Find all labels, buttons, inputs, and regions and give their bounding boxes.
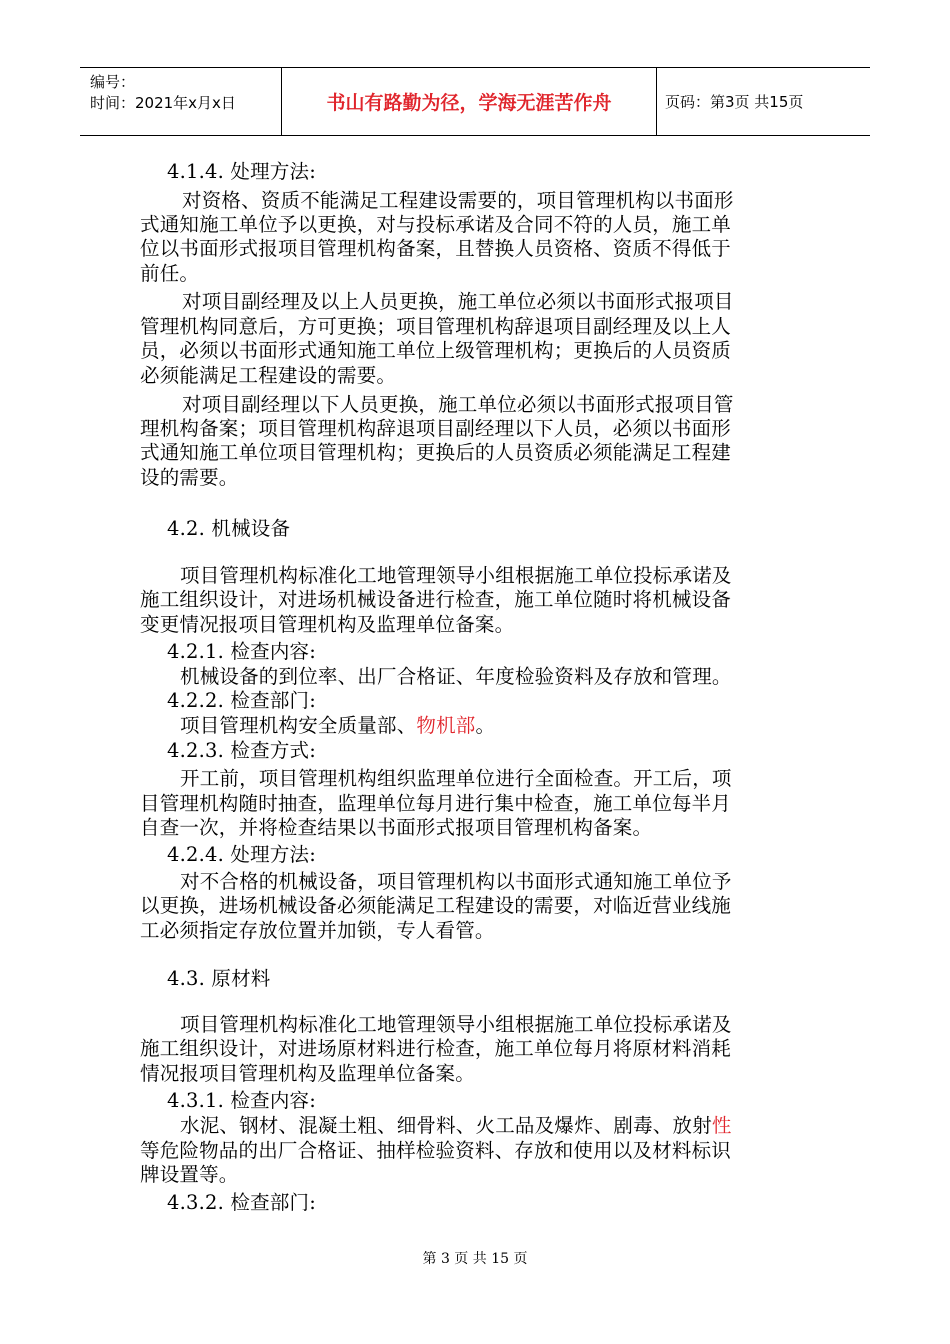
header-page-info: 页码：第3页 共15页: [665, 93, 804, 111]
section-heading: 4.2.2. 检查部门:: [167, 689, 316, 712]
paragraph-line: 设的需要。: [140, 466, 239, 489]
paragraph-line: 目管理机构随时抽查，监理单位每月进行集中检查，施工单位每半月: [140, 792, 732, 815]
section-heading: 4.2.1. 检查内容:: [167, 640, 316, 663]
section-heading: 4.3.1. 检查内容:: [167, 1089, 316, 1112]
section-heading: 4.1.4. 处理方法:: [167, 160, 316, 183]
paragraph-line: 对项目副经理及以上人员更换，施工单位必须以书面形式报项目: [182, 290, 734, 313]
paragraph-line: 必须能满足工程建设的需要。: [140, 364, 397, 387]
paragraph-line: 对资格、资质不能满足工程建设需要的，项目管理机构以书面形: [182, 189, 734, 212]
doc-time-label: 时间：2021年x月x日: [90, 94, 236, 112]
section-heading: 4.2. 机械设备: [167, 517, 291, 540]
paragraph-line: 对不合格的机械设备，项目管理机构以书面形式通知施工单位予: [180, 870, 732, 893]
paragraph-line: [180, 1114, 732, 1138]
paragraph-line: 以更换，进场机械设备必须能满足工程建设的需要，对临近营业线施: [140, 894, 732, 917]
paragraph-line: [180, 714, 495, 738]
paragraph-line: 位以书面形式报项目管理机构备案，且替换人员资格、资质不得低于: [140, 237, 732, 260]
page-header: [80, 67, 870, 136]
paragraph-line: 牌设置等。: [140, 1163, 239, 1186]
paragraph-line: 施工组织设计，对进场机械设备进行检查，施工单位随时将机械设备: [140, 588, 732, 611]
paragraph-line: 等危险物品的出厂合格证、抽样检验资料、存放和使用以及材料标识: [140, 1139, 732, 1162]
paragraph-line: 项目管理机构标准化工地管理领导小组根据施工单位投标承诺及: [180, 1013, 732, 1036]
dept-text: 项目管理机构安全质量部、: [180, 714, 417, 737]
materials-text: 水泥、钢材、混凝土粗、细骨料、火工品及爆炸、剧毒、放射: [180, 1114, 712, 1137]
paragraph-line: 理机构备案；项目管理机构辞退项目副经理以下人员，必须以书面形: [140, 417, 732, 440]
paragraph-line: 施工组织设计，对进场原材料进行检查，施工单位每月将原材料消耗: [140, 1037, 732, 1060]
header-motto: 书山有路勤为径，学海无涯苦作舟: [282, 68, 657, 135]
paragraph-line: 员，必须以书面形式通知施工单位上级管理机构；更换后的人员资质: [140, 339, 732, 362]
section-heading: 4.2.4. 处理方法:: [167, 843, 316, 866]
materials-highlight: 性: [711, 1114, 732, 1137]
paragraph-line: 对项目副经理以下人员更换，施工单位必须以书面形式报项目管: [182, 393, 734, 416]
dept-highlight: 物机部: [416, 714, 476, 737]
section-heading: 4.3. 原材料: [167, 967, 271, 990]
header-meta: [80, 68, 282, 135]
paragraph-line: 工必须指定存放位置并加锁，专人看管。: [140, 919, 495, 942]
paragraph-line: 式通知施工单位项目管理机构；更换后的人员资质必须能满足工程建: [140, 441, 732, 464]
paragraph-line: 前任。: [140, 262, 200, 285]
dept-end: 。: [475, 714, 496, 737]
paragraph-line: 情况报项目管理机构及监理单位备案。: [140, 1062, 475, 1085]
paragraph-line: 管理机构同意后，方可更换；项目管理机构辞退项目副经理及以上人: [140, 315, 732, 338]
paragraph-line: 开工前，项目管理机构组织监理单位进行全面检查。开工后，项: [180, 767, 732, 790]
paragraph-line: 式通知施工单位予以更换，对与投标承诺及合同不符的人员，施工单: [140, 213, 732, 236]
doc-number-label: 编号：: [90, 73, 136, 91]
paragraph-line: 变更情况报项目管理机构及监理单位备案。: [140, 613, 515, 636]
section-heading: 4.3.2. 检查部门:: [167, 1191, 316, 1214]
paragraph-line: 自查一次，并将检查结果以书面形式报项目管理机构备案。: [140, 816, 653, 839]
paragraph-line: 项目管理机构标准化工地管理领导小组根据施工单位投标承诺及: [180, 564, 732, 587]
section-heading: 4.2.3. 检查方式:: [167, 739, 316, 762]
page-footer: 第 3 页 共 15 页: [422, 1251, 528, 1267]
paragraph-line: 机械设备的到位率、出厂合格证、年度检验资料及存放和管理。: [180, 665, 732, 688]
